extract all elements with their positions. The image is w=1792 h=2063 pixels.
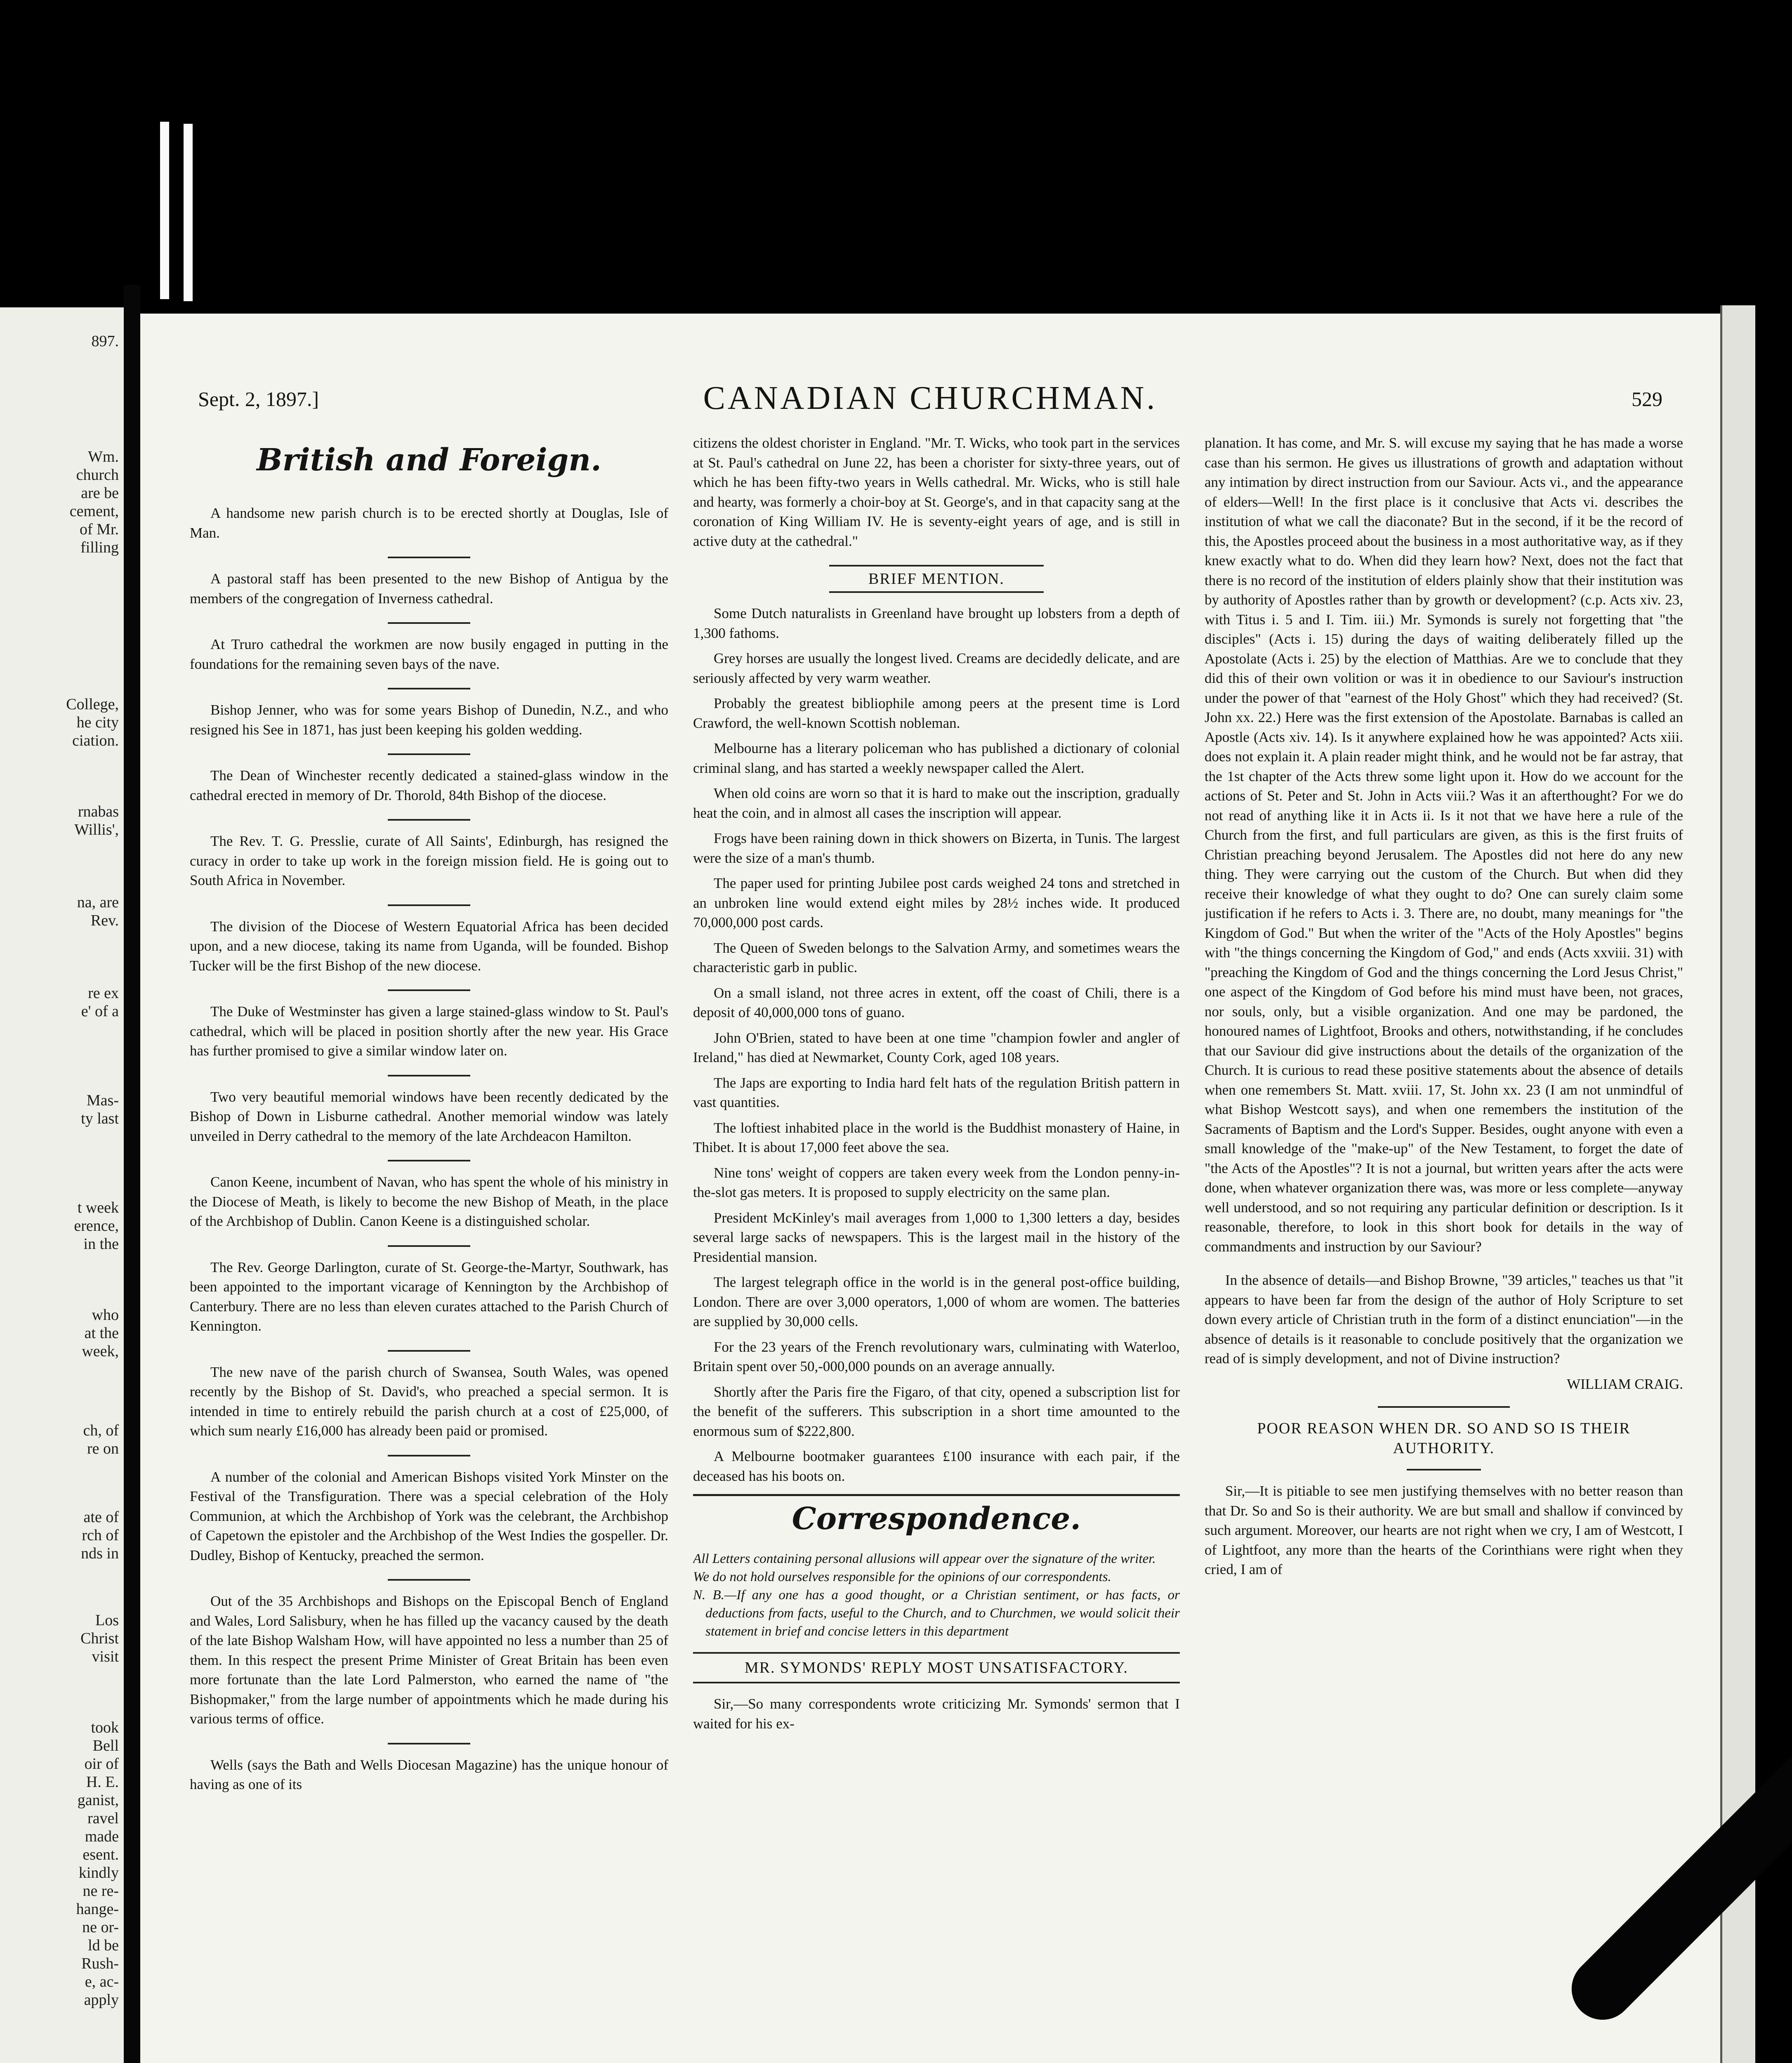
column-british-and-foreign [190, 433, 668, 2063]
column-brief-mention [693, 433, 1180, 2063]
item-separator [388, 1743, 470, 1744]
brief-item: Some Dutch naturalists in Greenland have brought up lobsters from a depth of 1,300 fathoms. [693, 605, 1180, 641]
previous-page-fragment: t week [77, 1199, 119, 1216]
previous-page-fragment: e, ac- [85, 1973, 119, 1990]
rule [1378, 1406, 1510, 1408]
previous-page-fragment: made [85, 1828, 119, 1845]
news-item: The Rev. T. G. Presslie, curate of All Saints', Edinburgh, has resigned the curacy in order to take up work in the foreign mission field. He is going out to South Africa in November. [190, 833, 668, 888]
previous-page-fragment: ate of [83, 1508, 119, 1526]
previous-page-fragment: ganist, [77, 1792, 119, 1809]
previous-page-fragment: Rev. [90, 912, 119, 929]
previous-page-fragment: kindly [78, 1864, 119, 1881]
previous-page-fragment: Mas- [86, 1092, 119, 1109]
item-separator [388, 904, 470, 906]
continued-paragraph: citizens the oldest chorister in England. "Mr. T. Wicks, who took part in the services at St. Paul's cathedral on June 22, has been a chorister for sixty-three years, out of which he has been fifty-two years in Wells cathedral. Mr. Wicks, who is still hale and hearty, was formerly a choir-boy at St. George's, and in that capacity sang at the coronation of King William IV. He is seventy-eight years of age, and is still in active duty at the cathedral." [693, 435, 1180, 549]
news-item: Two very beautiful memorial windows have been recently dedicated by the Bishop of Down in Lisburne cathedral. Another memorial window was lately unveiled in Derry cathedral to the memory of the late Archdeacon Hamilton. [190, 1088, 668, 1144]
brief-item: The Queen of Sweden belongs to the Salvation Army, and sometimes wears the characteristic garb in public. [693, 939, 1180, 975]
news-item: The new nave of the parish church of Swansea, South Wales, was opened recently by the Bishop of St. David's, who preached a special sermon. It is intended in time to entirely rebuild the parish church at a cost of £25,000, of which sum nearly £16,000 has already been paid or promised. [190, 1364, 668, 1439]
news-items [190, 503, 668, 1794]
previous-page-fragment: Los [95, 1612, 119, 1629]
editorial-notice: We do not hold ourselves responsible for the opinions of our correspondents. [693, 1570, 1111, 1584]
brief-item: Probably the greatest bibliophile among peers at the present time is Lord Crawford, the well-known Scottish nobleman. [693, 695, 1180, 731]
previous-page-fragment: who [92, 1306, 119, 1324]
news-item: The Dean of Winchester recently dedicated a stained-glass window in the cathedral erected in memory of Dr. Thorold, 84th Bishop of the diocese. [190, 767, 668, 803]
correspondence-heading: Correspondence. [792, 1501, 1081, 1537]
previous-page-fragment: filling [80, 539, 119, 556]
page-number: 529 [1632, 387, 1662, 411]
masthead-title: CANADIAN CHURCHMAN. [703, 380, 1158, 416]
binding-mark-top-2 [184, 124, 193, 301]
previous-page-fragment: at the [84, 1324, 119, 1342]
page-gutter [124, 285, 140, 2063]
news-item: A handsome new parish church is to be erected shortly at Douglas, Isle of Man. [190, 505, 668, 541]
previous-page-fragment: esent. [83, 1846, 119, 1863]
section-divider [693, 1494, 1180, 1496]
editorial-notice: All Letters containing personal allusions will appear over the signature of the writer. [693, 1551, 1156, 1566]
item-separator [388, 1579, 470, 1581]
previous-page-fragment: 897. [91, 333, 119, 350]
previous-page-fragment: erence, [74, 1217, 119, 1234]
previous-page-fragment: are be [81, 484, 119, 502]
news-item: Bishop Jenner, who was for some years Bishop of Dunedin, N.Z., and who resigned his See in 1871, has just been keeping his golden wedding. [190, 702, 668, 738]
previous-page-fragment: ravel [87, 1810, 119, 1827]
previous-page-fragment: rnabas [78, 803, 119, 820]
editorial-notice: N. B.—If any one has a good thought, or a Christian sentiment, or has facts, or deductions from facts, useful to the Church, and to Churchmen, we would solicit their statement in brief and concise letters in this department [693, 1588, 1180, 1639]
previous-page-fragment: ne or- [82, 1919, 119, 1936]
news-item: The Rev. George Darlington, curate of St. George-the-Martyr, Southwark, has been appointed to the important vicarage of Kennington by the Archbishop of Canterbury. There are no less than eleven curates attached to the Parish Church of Kennington. [190, 1259, 668, 1334]
binding-mark-top-1 [160, 122, 169, 299]
item-separator [388, 1245, 470, 1247]
brief-item: The Japs are exporting to India hard felt hats of the regulation British pattern in vast quantities. [693, 1074, 1180, 1110]
letter-signature: WILLIAM CRAIG. [1567, 1376, 1683, 1392]
brief-item: When old coins are worn so that it is hard to make out the inscription, gradually heat the coin, and in almost all cases the inscription will appear. [693, 785, 1180, 821]
brief-item: Grey horses are usually the longest lived. Creams are decidedly delicate, and are seriously affected by very warm weather. [693, 650, 1180, 686]
previous-page-fragment: visit [92, 1648, 119, 1665]
news-item: A pastoral staff has been presented to the new Bishop of Antigua by the members of the congregation of Inverness cathedral. [190, 571, 668, 607]
brief-mention-heading: BRIEF MENTION. [829, 565, 1044, 593]
news-item: A number of the colonial and American Bishops visited York Minster on the Festival of the Transfiguration. There was a special celebration of the Holy Communion, at which the Archbishop of York was the celebrant, the Archbishop of Capetown the epistoler and the Archbishop of the West Indies the gospeller. Dr. Dudley, Bishop of Kentucky, preached the sermon. [190, 1468, 668, 1563]
brief-item: Frogs have been raining down in thick showers on Bizerta, in Tunis. The largest were the size of a man's thumb. [693, 830, 1180, 866]
previous-page-fragment: hange- [76, 1900, 119, 1918]
previous-page-fragment: Wm. [88, 448, 119, 465]
previous-page-fragment: week, [82, 1343, 119, 1360]
previous-page-fragment: ld be [88, 1937, 119, 1954]
letter-heading-symonds: MR. SYMONDS' REPLY MOST UNSATISFACTORY. [693, 1652, 1180, 1683]
previous-page-fragment: church [76, 466, 119, 484]
item-separator [388, 1160, 470, 1161]
brief-item: Melbourne has a literary policeman who has published a dictionary of colonial criminal slang, and has started a weekly newspaper called the Alert. [693, 740, 1180, 776]
previous-page-fragment: ty last [81, 1110, 119, 1127]
news-item: Canon Keene, incumbent of Navan, who has spent the whole of his ministry in the Diocese of Meath, is likely to become the new Bishop of Meath, in the place of the Archbishop of Dublin. Canon Keene is a distinguished scholar. [190, 1174, 668, 1229]
brief-items [693, 604, 1180, 1486]
previous-page-fragment: Bell [92, 1737, 119, 1754]
previous-page-fragment: re on [87, 1440, 119, 1457]
previous-page-fragment: re ex [88, 984, 119, 1002]
previous-page-fragment: nds in [81, 1545, 119, 1562]
item-separator [388, 1350, 470, 1352]
item-separator [388, 989, 470, 991]
brief-item: On a small island, not three acres in extent, off the coast of Chili, there is a deposit of 40,000,000 tons of guano. [693, 984, 1180, 1020]
brief-item: President McKinley's mail averages from 1,000 to 1,300 letters a day, besides several large sacks of newspapers. This is the largest mail in the history of the Presidential mansion. [693, 1209, 1180, 1265]
previous-page-edge [0, 307, 124, 2063]
brief-item: For the 23 years of the French revolutionary wars, culminating with Waterloo, Britain spent over 50,-000,000 pounds on an average annually. [693, 1338, 1180, 1374]
previous-page-fragment: H. E. [86, 1773, 119, 1791]
previous-page-fragment: Willis', [74, 821, 119, 838]
issue-date: Sept. 2, 1897.] [198, 387, 319, 411]
previous-page-fragment: na, are [77, 894, 119, 911]
brief-item: Shortly after the Paris fire the Figaro, of that city, opened a subscription list for the benefit of the sufferers. This subscription in a short time amounted to the enormous sum of $222,800. [693, 1383, 1180, 1439]
letter-continuation: planation. It has come, and Mr. S. will excuse my saying that he has made a worse case than his sermon. He gives us illustrations of growth and adaptation without any intimation by direct instruction from our Saviour. Acts vi., and the appearance of elders—Well! In the first place is it conclusive that Acts vi. describes the institution of what we call the diaconate? But in the second, if it be the record of this, the Apostles proceed about the business in a most authoritative way, as if they knew exactly what to do. When did they learn how? Next, does not the fact that there is no record of the institution of elders plainly show that their institution was by authority of Apostles rather than by growth or development? (c.p. Acts xiv. 23, with Titus i. 5 and I. Tim. iii.) Mr. Symonds is surely not forgetting that "the disciples" (Acts i. 15) during the days of waiting deliberately filled up the Apostolate (Acts i. 25) by the election of Matthias. Are we to conclude that they did this of their own volition or was it in obedience to our Saviour's instruction under the power of that "earnest of the Holy Ghost" which they had received? (St. John xx. 22.) Here was the first extension of the Apostolate. Barnabas is called an Apostle (Acts xiv. 14). Is it anywhere explained how he was appointed? Acts xiii. does not explain it. A plain reader might think, and he would not be far astray, that the 1st chapter of the Acts threw some light upon it. How do we account for the actions of St. Peter and St. John in Acts viii.? Was it an afterthought? For we do not read of anything like it in Acts ii. Is it not that we have here a rule of the Church from the first, and full particulars are given, as this is the first fruits of Christian preaching beyond Jerusalem. The Apostles did not here do any new thing. They were carrying out the custom of the Church. But when did they receive their knowledge of what they ought to do? One can surely claim some justification if he refers to Acts i. 3. There are, no doubt, many meanings for "the Kingdom of God." But when the writer of the "Acts of the Holy Apostles" begins with "the things concerning the Kingdom of God," and ends (Acts xxviii. 31) with "preaching the Kingdom of God and the things concerning the Lord Jesus Christ," one aspect of the Kingdom of God before his mind must have been, not graces, nor souls, only, but a visible organization. And one may be pardoned, the honoured names of Lightfoot, Brooks and others, notwithstanding, if he concludes that our Saviour did give instructions about the details of the organization of the Church. It is curious to read these positive statements about the absence of details when one remembers St. Matt. xviii. 17, St. John xx. 23 (I am not unmindful of what Bishop Westcott says), and when one remembers the institution of the Sacraments of Baptism and the Lord's Supper. Besides, ought anyone with even a small knowledge of the "make-up" of the New Testament, to forget the date of "the Acts of the Apostles"? It is not a journal, but written years after the acts were done, when whatever organization there was, was more or less complete—anyway well understood, and so not requiring any particular definition or description. Is it reasonable, therefore, to look in this short book for details in the way of commandments and instruction by our Saviour? [1205, 435, 1683, 1255]
letter-2-text: Sir,—It is pitiable to see men justifying themselves with no better reason than that Dr. So and So is their authority. We are but small and shallow if convinced by such argument. Moreover, our hearts are not right when we cry, I am of Westcott, I of Lightfoot, any more than the hearts of the Corinthians were right when they cried, I am of [1205, 1483, 1683, 1577]
rule [1407, 1469, 1481, 1471]
previous-page-fragment: ne re- [83, 1882, 119, 1900]
previous-page-fragment: of Mr. [80, 521, 119, 538]
brief-item: A Melbourne bootmaker guarantees £100 insurance with each pair, if the deceased has his boots on. [693, 1448, 1180, 1484]
item-separator [388, 1455, 470, 1456]
item-separator [388, 819, 470, 821]
brief-item: The paper used for printing Jubilee post cards weighed 24 tons and stretched in an unbroken line would extend eight miles by 28½ inches wide. It produced 70,000,000 post cards. [693, 875, 1180, 930]
brief-item: Nine tons' weight of coppers are taken every week from the London penny-in-the-slot gas meters. It is proposed to supply electricity on the same plan. [693, 1164, 1180, 1200]
previous-page-fragment: Christ [80, 1630, 119, 1647]
newspaper-page [140, 314, 1720, 2063]
previous-page-fragment: he city [76, 714, 119, 731]
previous-page-fragment: cement, [69, 503, 119, 520]
letter-opening: Sir,—So many correspondents wrote criticizing Mr. Symonds' sermon that I waited for his ex- [693, 1696, 1180, 1732]
item-separator [388, 622, 470, 624]
section-heading-british-and-foreign: British and Foreign. [257, 442, 601, 478]
previous-page-fragment: College, [66, 696, 119, 713]
item-separator [388, 753, 470, 755]
letter-continuation-2: In the absence of details—and Bishop Browne, "39 articles," teaches us that "it appears to have been far from the design of the author of Holy Scripture to set down every article of Christian truth in the form of a distinct enunciation"—in the absence of details is it reasonable to conclude positively that the organization we read of is simply development, and not of Divine instruction? [1205, 1272, 1683, 1367]
previous-page-fragment: in the [83, 1235, 119, 1253]
previous-page-fragment: oir of [84, 1755, 119, 1773]
brief-item: The loftiest inhabited place in the world is the Buddhist monastery of Haine, in Thibet. It is about 17,000 feet above the sea. [693, 1119, 1180, 1155]
previous-page-fragment: rch of [82, 1527, 119, 1544]
column-correspondence [1205, 433, 1683, 2063]
editorial-notices [693, 1550, 1180, 1640]
news-item: Wells (says the Bath and Wells Diocesan Magazine) has the unique honour of having as one of its [190, 1756, 668, 1792]
news-item: The division of the Diocese of Western Equatorial Africa has been decided upon, and a new diocese, taking its name from Uganda, will be founded. Bishop Tucker will be the first Bishop of the new diocese. [190, 918, 668, 974]
news-item: Out of the 35 Archbishops and Bishops on the Episcopal Bench of England and Wales, Lord Salisbury, when he has filled up the vacancy caused by the death of the late Bishop Walsham How, will have appointed no less a number than 25 of them. In this respect the present Prime Minister of Great Britain has been even more fortunate than the late Lord Palmerston, who earned the name of "the Bishopmaker," from the large number of appointments which he made during his various terms of office. [190, 1593, 668, 1727]
news-item: At Truro cathedral the workmen are now busily engaged in putting in the foundations for the remaining seven bays of the nave. [190, 636, 668, 672]
previous-page-fragment: apply [84, 1991, 119, 2009]
previous-page-fragment: ciation. [72, 732, 119, 749]
previous-page-fragment: Rush- [81, 1955, 119, 1972]
previous-page-fragment: e' of a [81, 1003, 119, 1020]
item-separator [388, 557, 470, 558]
previous-page-fragment: ch, of [83, 1422, 119, 1439]
brief-item: The largest telegraph office in the world is in the general post-office building, London. There are over 3,000 operators, 1,000 of whom are women. The batteries are supplied by 30,000 cells. [693, 1274, 1180, 1329]
news-item: The Duke of Westminster has given a large stained-glass window to St. Paul's cathedral, which will be placed in position shortly after the new year. His Grace has further promised to give a similar window later on. [190, 1003, 668, 1059]
previous-page-fragment: took [91, 1719, 119, 1736]
letter-heading-dr-so-and-so: POOR REASON WHEN DR. SO AND SO IS THEIR AUTHORITY. [1257, 1420, 1631, 1457]
item-separator [388, 688, 470, 689]
brief-item: John O'Brien, stated to have been at one time "champion fowler and angler of Ireland," has died at Newmarket, County Cork, aged 108 years. [693, 1029, 1180, 1065]
item-separator [388, 1075, 470, 1076]
page-header [198, 380, 1662, 421]
